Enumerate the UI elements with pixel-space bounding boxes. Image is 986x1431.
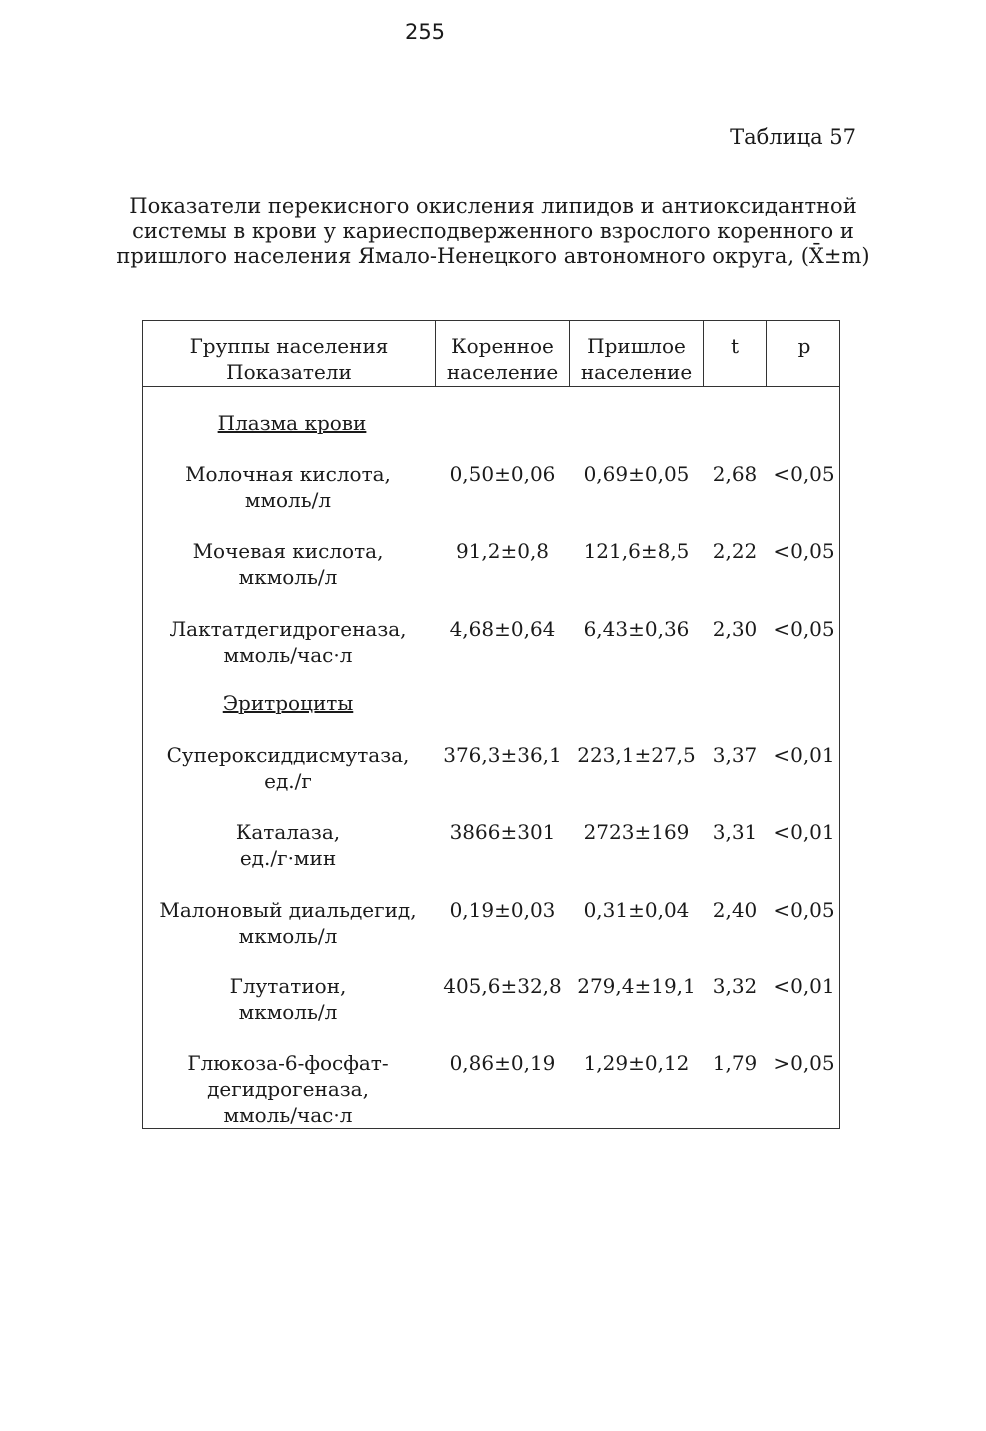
row-label — [143, 819, 433, 871]
label-line: Лактатдегидрогеназа, — [169, 617, 407, 641]
cell-p: <0,05 — [773, 617, 835, 641]
cell-migrant: 2723±169 — [583, 820, 690, 844]
cell-t: 1,79 — [712, 1051, 758, 1075]
row-label — [143, 742, 433, 794]
caption-line: пришлого населения Ямало-Ненецкого автономного округа, (X̄±m) — [116, 244, 870, 268]
row-label — [143, 1050, 433, 1128]
cell-migrant: 1,29±0,12 — [583, 1051, 690, 1075]
cell-t: 3,32 — [712, 974, 758, 998]
cell-native: 405,6±32,8 — [443, 974, 562, 998]
cell-t: 2,68 — [712, 462, 758, 486]
header-line: население — [446, 360, 559, 384]
cell-native: 4,68±0,64 — [449, 617, 556, 641]
cell-native: 376,3±36,1 — [443, 743, 562, 767]
row-label — [143, 538, 433, 590]
header-line: население — [580, 360, 693, 384]
row-label — [143, 973, 433, 1025]
row-label — [143, 461, 433, 513]
label-line: Малоновый диальдегид, — [159, 898, 417, 922]
data-table — [142, 320, 840, 1129]
table-header — [143, 321, 839, 387]
cell-p: <0,01 — [773, 743, 835, 767]
cell-t: 3,31 — [712, 820, 758, 844]
header-native — [436, 333, 569, 385]
label-line: Мочевая кислота, — [192, 539, 384, 563]
header-groups — [143, 333, 435, 385]
cell-migrant: 0,31±0,04 — [583, 898, 690, 922]
cell-p: <0,05 — [773, 898, 835, 922]
cell-p: <0,05 — [773, 462, 835, 486]
label-line: мкмоль/л — [238, 1000, 338, 1024]
cell-p: <0,01 — [773, 974, 835, 998]
header-line: Пришлое — [587, 334, 686, 358]
cell-p: <0,05 — [773, 539, 835, 563]
label-line: ммоль/час·л — [223, 643, 353, 667]
cell-t: 2,40 — [712, 898, 758, 922]
caption-line: системы в крови у кариесподверженного взрослого коренного и — [132, 219, 854, 243]
cell-migrant: 6,43±0,36 — [583, 617, 690, 641]
label-line: ед./г — [264, 769, 312, 793]
cell-t: 2,30 — [712, 617, 758, 641]
cell-migrant: 121,6±8,5 — [583, 539, 690, 563]
cell-native: 91,2±0,8 — [455, 539, 550, 563]
section-title: Плазма крови — [217, 411, 367, 435]
label-line: ммоль/л — [244, 488, 332, 512]
label-line: Супероксиддисмутаза, — [166, 743, 410, 767]
row-label — [143, 897, 433, 949]
label-line: мкмоль/л — [238, 924, 338, 948]
cell-native: 3866±301 — [449, 820, 556, 844]
label-line: мкмоль/л — [238, 565, 338, 589]
label-line: дегидрогеназа, — [207, 1077, 369, 1101]
cell-migrant: 223,1±27,5 — [577, 743, 696, 767]
header-line: Показатели — [226, 360, 352, 384]
cell-t: 3,37 — [712, 743, 758, 767]
row-label — [143, 616, 433, 668]
header-line: Группы населения — [189, 334, 389, 358]
header-t: t — [730, 334, 740, 358]
cell-migrant: 279,4±19,1 — [577, 974, 696, 998]
cell-native: 0,86±0,19 — [449, 1051, 556, 1075]
header-p: p — [797, 334, 811, 358]
cell-native: 0,19±0,03 — [449, 898, 556, 922]
cell-p: <0,01 — [773, 820, 835, 844]
table-number: Таблица 57 — [730, 125, 856, 149]
label-line: Глутатион, — [229, 974, 347, 998]
header-migrant — [570, 333, 703, 385]
cell-migrant: 0,69±0,05 — [583, 462, 690, 486]
label-line: ммоль/час·л — [223, 1103, 353, 1127]
header-line: Коренное — [451, 334, 554, 358]
cell-t: 2,22 — [712, 539, 758, 563]
cell-p: >0,05 — [773, 1051, 835, 1075]
page-number: 255 — [404, 20, 446, 44]
table-caption — [100, 194, 886, 269]
label-line: Молочная кислота, — [185, 462, 391, 486]
label-line: Каталаза, — [235, 820, 341, 844]
label-line: Глюкоза-6-фосфат- — [187, 1051, 389, 1075]
section-title: Эритроциты — [222, 691, 354, 715]
label-line: ед./г·мин — [239, 846, 337, 870]
caption-line: Показатели перекисного окисления липидов и антиоксидантной — [129, 194, 857, 218]
cell-native: 0,50±0,06 — [449, 462, 556, 486]
